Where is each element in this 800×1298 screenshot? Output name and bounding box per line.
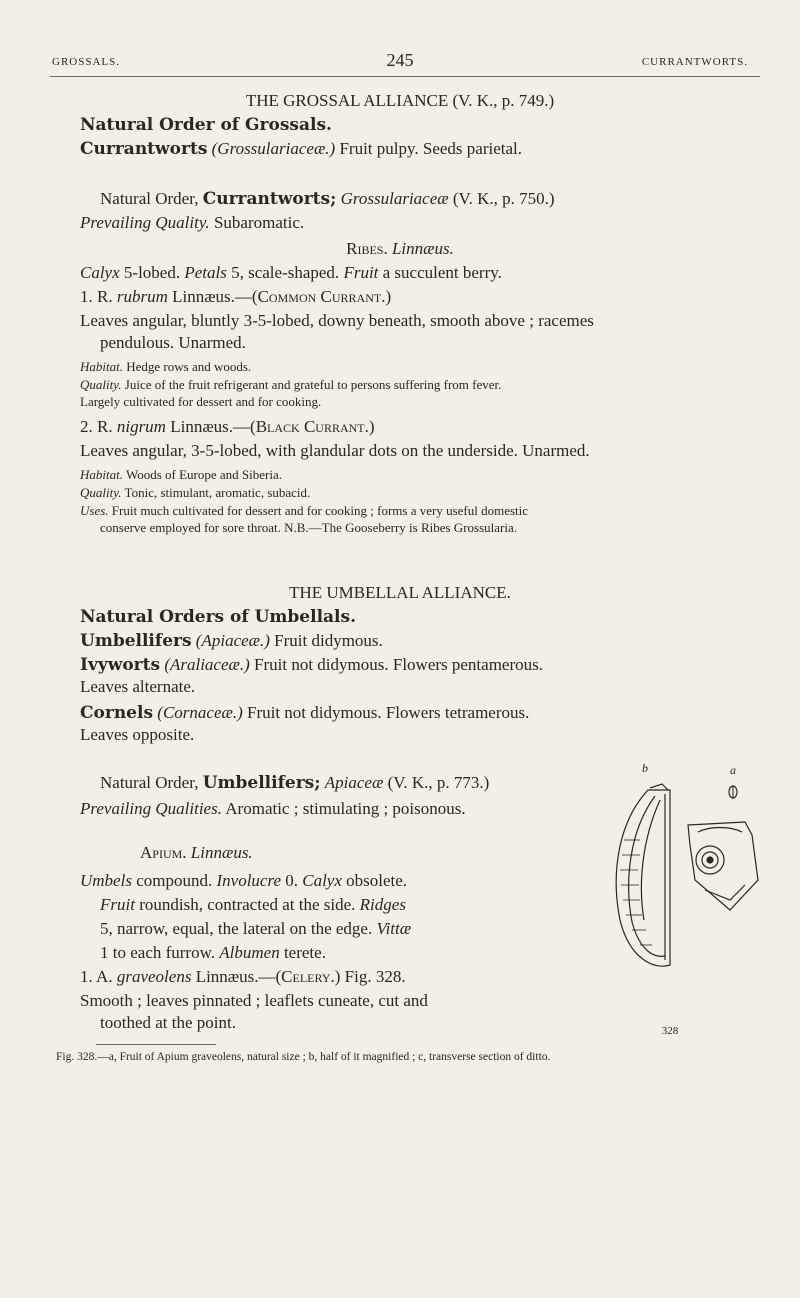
ivyworts-latin: (Araliaceæ.) (164, 655, 250, 674)
species-common-name: Common Currant. (257, 287, 386, 306)
natural-order-ref: (V. K., p. 750.) (452, 189, 555, 208)
nigrum-leaves: Leaves angular, 3-5-lobed, with glandular dots on the underside. Unarmed. (80, 441, 590, 460)
ribes-nigrum-line (80, 416, 760, 438)
species-close: ) Fig. 328. (334, 967, 406, 986)
ridges-text: 5, narrow, equal, the lateral on the edge. (100, 919, 373, 938)
calyx-label: Calyx (80, 263, 120, 282)
graveolens-desc-2: toothed at the point. (100, 1013, 236, 1032)
figure-caption (56, 1050, 760, 1064)
species-common-name: Black Currant. (255, 417, 369, 436)
natural-order-prefix: Natural Order, (100, 773, 199, 792)
header-left: GROSSALS. (52, 56, 120, 68)
uses-label: Uses. (80, 503, 109, 518)
grossal-title: THE GROSSAL ALLIANCE (V. K., p. 749.) (245, 91, 555, 110)
prevailing-label: Prevailing Qualities. (80, 799, 222, 818)
natural-order-name: Currantworts; (202, 189, 337, 209)
nigrum-quality (80, 484, 760, 501)
nigrum-uses (80, 502, 760, 519)
umbellifers-name: Umbellifers (80, 631, 192, 651)
habitat-text: Hedge rows and woods. (126, 359, 252, 374)
prevailing-label: Prevailing Quality. (80, 213, 210, 232)
cornels-name: Cornels (80, 703, 154, 723)
umbellal-natural-orders-label: Natural Orders of Umbellals. (80, 607, 356, 627)
fruit-natural-size (729, 786, 737, 798)
prevailing-value: Aromatic ; stimulating ; poisonous. (225, 799, 466, 818)
species-number: 1. R. (80, 287, 113, 306)
prevailing-value: Subaromatic. (213, 213, 305, 232)
calyx-label: Calyx (302, 871, 342, 890)
cornels-latin: (Cornaceæ.) (157, 703, 243, 722)
species-number: 1. A. (80, 967, 113, 986)
genus-author: Linnæus. (391, 239, 454, 258)
nigrum-habitat (80, 466, 760, 483)
rubrum-quality-2: Largely cultivated for dessert and for cooking. (80, 394, 322, 409)
grossal-prevailing-line (80, 212, 760, 234)
species-number: 2. R. (80, 417, 113, 436)
figure-caption-text: Fig. 328.—a, Fruit of Apium graveolens, natural size ; b, half of it magnified ; c, transverse section of ditto. (56, 1051, 551, 1063)
cornels-desc-2: Leaves opposite. (80, 725, 195, 744)
natural-order-ref: (V. K., p. 773.) (387, 773, 490, 792)
umbellifers-line (80, 630, 760, 652)
fruit-half-magnified (616, 784, 670, 966)
petals-label: Petals (184, 263, 227, 282)
nigrum-uses-2: conserve employed for sore throat. N.B.—The Gooseberry is Ribes Grossularia. (100, 520, 517, 535)
involucre-text: 0. (285, 871, 298, 890)
habitat-label: Habitat. (80, 359, 123, 374)
calyx-text: 5-lobed. (123, 263, 181, 282)
figure-number: 328 (661, 1025, 679, 1037)
cornels-line (80, 702, 760, 724)
species-name: rubrum (116, 287, 168, 306)
currantworts-latin: (Grossulariaceæ.) (211, 139, 336, 158)
page-number: 245 (386, 50, 414, 70)
umbels-text: compound. (136, 871, 213, 890)
rubrum-leaves-1: Leaves angular, bluntly 3-5-lobed, downy beneath, smooth above ; racemes (80, 311, 594, 330)
quality-text: Tonic, stimulant, aromatic, subacid. (124, 485, 311, 500)
habitat-label: Habitat. (80, 467, 123, 482)
ivyworts-desc-2: Leaves alternate. (80, 677, 196, 696)
header-right: CURRANTWORTS. (641, 56, 748, 68)
quality-label: Quality. (80, 485, 122, 500)
ivyworts-name: Ivyworts (80, 655, 161, 675)
figure-328-illustration (610, 760, 760, 1010)
natural-order-prefix: Natural Order, (100, 189, 199, 208)
ribes-rubrum-line (80, 286, 760, 308)
umbels-label: Umbels (80, 871, 132, 890)
quality-text: Juice of the fruit refrigerant and grateful to persons suffering from fever. (124, 377, 502, 392)
species-common-name: Celery. (281, 967, 335, 986)
currantworts-line (80, 138, 760, 160)
ivyworts-line (80, 654, 760, 676)
figure-label-a: a (730, 763, 736, 777)
apium-characters-3 (80, 918, 600, 940)
species-author: Linnæus.—( (170, 417, 256, 436)
umbellifers-desc: Fruit didymous. (274, 631, 383, 650)
grossal-natural-order-label: Natural Order of Grossals. (80, 115, 332, 135)
species-close: ) (385, 287, 392, 306)
vittae-label: Vittæ (376, 919, 412, 938)
running-header (40, 50, 760, 74)
apium-characters-1 (80, 870, 600, 892)
ribes-genus-line (40, 238, 760, 260)
natural-order-name: Umbellifers; (202, 773, 321, 793)
rubrum-quality (80, 376, 760, 393)
ridges-label: Ridges (359, 895, 406, 914)
natural-order-latin: Grossulariaceæ (340, 189, 449, 208)
albumen-text: terete. (283, 943, 326, 962)
uses-text: Fruit much cultivated for dessert and for cooking ; forms a very useful domestic (111, 503, 529, 518)
habitat-text: Woods of Europe and Siberia. (126, 467, 282, 482)
species-author: Linnæus.—( (195, 967, 282, 986)
fruit-label: Fruit (100, 895, 135, 914)
genus-name: Ribes. (346, 239, 388, 258)
natural-order-latin: Apiaceæ (324, 773, 384, 792)
grossal-natural-order-line (100, 188, 760, 210)
albumen-label: Albumen (219, 943, 280, 962)
species-close: ) (368, 417, 375, 436)
cornels-desc: Fruit not didymous. Flowers tetramerous. (247, 703, 530, 722)
species-name: graveolens (116, 967, 192, 986)
graveolens-desc-1: Smooth ; leaves pinnated ; leaflets cuneate, cut and (80, 991, 428, 1010)
fruit-text: roundish, contracted at the side. (139, 895, 356, 914)
currantworts-desc: Fruit pulpy. Seeds parietal. (339, 139, 523, 158)
rubrum-habitat (80, 358, 760, 375)
figure-label-b: b (642, 761, 648, 775)
vittae-text: 1 to each furrow. (100, 943, 216, 962)
fruit-label: Fruit (343, 263, 379, 282)
genus-name: Apium. (140, 843, 187, 862)
apium-characters-2 (80, 894, 600, 916)
calyx-text: obsolete. (346, 871, 408, 890)
fruit-text: a succulent berry. (382, 263, 502, 282)
umbellal-title: THE UMBELLAL ALLIANCE. (289, 583, 511, 602)
header-rule (50, 76, 760, 77)
species-name: nigrum (116, 417, 166, 436)
ribes-characters (80, 262, 760, 284)
quality-label: Quality. (80, 377, 122, 392)
species-author: Linnæus.—( (172, 287, 258, 306)
petals-text: 5, scale-shaped. (231, 263, 340, 282)
apium-graveolens-line (80, 966, 600, 988)
genus-author: Linnæus. (190, 843, 253, 862)
caption-rule (96, 1044, 216, 1045)
ivyworts-desc: Fruit not didymous. Flowers pentamerous. (254, 655, 543, 674)
currantworts-name: Currantworts (80, 139, 208, 159)
fruit-transverse-section (688, 822, 758, 910)
apium-characters-4 (80, 942, 600, 964)
involucre-label: Involucre (216, 871, 281, 890)
umbellifers-latin: (Apiaceæ.) (195, 631, 270, 650)
rubrum-leaves-2: pendulous. Unarmed. (100, 333, 246, 352)
